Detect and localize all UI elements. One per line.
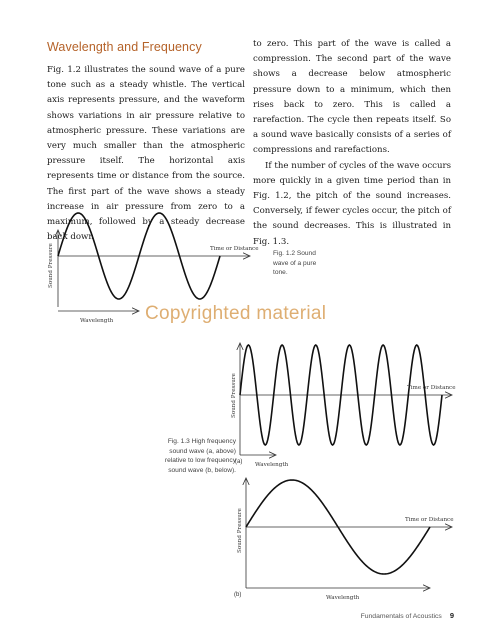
paragraph: to zero. This part of the wave is called a compression. The second part of the wave shows a decrease below atmospheric pressure down to a minimum, which then rises back to zero. This is called a rarefaction. The cycle then repeats itself. So a sound wave basically consists of a series of compressions and rarefactions. — [253, 39, 451, 156]
y-axis-label: Sound Pressure — [48, 243, 54, 288]
watermark: Copyrighted material — [145, 303, 327, 324]
figure-1-2-caption: Fig. 1.2 Sound wave of a pure tone. — [273, 250, 317, 276]
section-heading: Wavelength and Frequency — [47, 40, 202, 54]
page-footer — [361, 611, 454, 620]
y-axis-label: Sound Pressure — [237, 508, 243, 553]
fig-1-3a — [231, 343, 456, 468]
x-axis-label: Time or Distance — [407, 385, 456, 391]
paragraph: If the number of cycles of the wave occurs more quickly in a given time period than in Fig. 1.2, the pitch of the sound increases. Conversely, if fewer cycles occur, the pitch of the sound decreases. This is illustrated in Fig. 1.3. — [253, 160, 451, 247]
y-axis-label: Sound Pressure — [231, 373, 237, 418]
fig-1-3b — [237, 478, 454, 601]
footer-section-title: Fundamentals of Acoustics — [360, 613, 442, 620]
wavelength-label: Wavelength — [80, 318, 114, 324]
wavelength-label: Wavelength — [326, 595, 360, 601]
panel-label-a: (a) — [235, 459, 243, 465]
x-axis-label: Time or Distance — [210, 246, 259, 252]
paragraph: Fig. 1.2 illustrates the sound wave of a pure tone such as a steady whistle. The vertical axis represents pressure, and the waveform shows variations in air pressure relative to atmospheric pressure. These variations are very much smaller than the atmospheric pressure itself. The horizontal axis represents time or distance from the source. The first part of the wave shows a steady increase in air pressure from zero to a maximum, followed by a steady decrease back down — [47, 65, 245, 243]
figure-1-3-caption: Fig. 1.3 High frequency sound wave (a, above) relative to low frequency sound wave (b, below). — [164, 438, 236, 474]
wavelength-label: Wavelength — [255, 462, 289, 468]
panel-label-b: (b) — [234, 592, 242, 598]
page-number: 9 — [449, 611, 454, 620]
x-axis-label: Time or Distance — [405, 517, 454, 523]
